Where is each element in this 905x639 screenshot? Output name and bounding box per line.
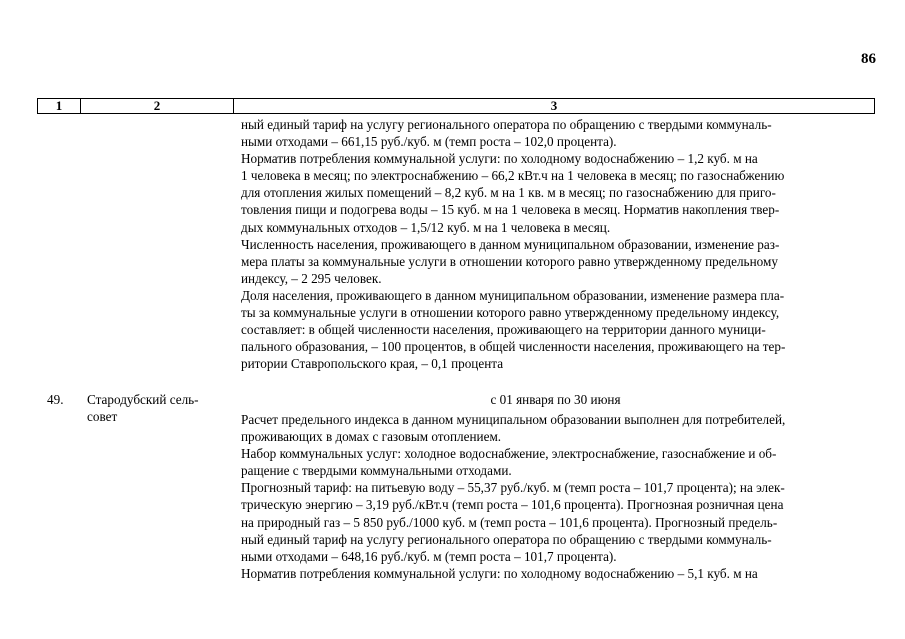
text-line: ный единый тариф на услугу регионального оператора по обращению с твердыми коммуналь- bbox=[241, 117, 772, 132]
text-line: ращение с твердыми коммунальными отходами. bbox=[241, 463, 512, 479]
header-col-1: 1 bbox=[38, 99, 81, 113]
text-line: ный единый тариф на услугу регионального оператора по обращению с твердыми коммуналь- bbox=[241, 531, 772, 547]
text-line: Набор коммунальных услуг: холодное водоснабжение, электроснабжение, газоснабжение и об- bbox=[241, 446, 777, 462]
text-line: 1 человека в месяц; по электроснабжению – 66,2 кВт.ч на 1 человека в месяц; по газоснабжению bbox=[241, 168, 785, 184]
row-49-number: 49. bbox=[47, 392, 64, 407]
text-line: Доля населения, проживающего в данном муниципальном образовании, изменение размера пла- bbox=[241, 287, 785, 303]
text-line: составляет: в общей численности населения, проживающего на территории данного муници- bbox=[241, 322, 766, 338]
text-line: Расчет предельного индекса в данном муниципальном образовании выполнен для потребителей, bbox=[241, 412, 786, 427]
row-49-period: с 01 января по 30 июня bbox=[490, 392, 621, 407]
page-number: 86 bbox=[861, 51, 876, 67]
header-col-3: 3 bbox=[550, 98, 558, 113]
text-line: мера платы за коммунальные услуги в отношении которого равно утвержденному предельному bbox=[241, 253, 778, 269]
text-line: товления пищи и подогрева воды – 15 куб. м на 1 человека в месяц. Норматив накопления твер- bbox=[241, 202, 780, 218]
text-line: Норматив потребления коммунальной услуги: по холодному водоснабжению – 1,2 куб. м на bbox=[241, 151, 758, 167]
text-line: Норматив потребления коммунальной услуги: по холодному водоснабжению – 5,1 куб. м на bbox=[241, 565, 758, 581]
text-line: индексу, – 2 295 человек. bbox=[241, 270, 382, 286]
text-line: ными отходами – 661,15 руб./куб. м (темп роста – 102,0 процента). bbox=[241, 134, 617, 150]
text-line: ритории Ставропольского края, – 0,1 процента bbox=[241, 356, 504, 372]
text-line: ты за коммунальные услуги в отношении которого равно утвержденному предельному индексу, bbox=[241, 305, 780, 321]
municipality-name-line: совет bbox=[87, 409, 118, 424]
row-48-description bbox=[241, 116, 870, 372]
text-line: для отопления жилых помещений – 8,2 куб. м на 1 кв. м в месяц; по газоснабжению для приго- bbox=[241, 185, 776, 201]
text-line: трическую энергию – 3,19 руб./кВт.ч (темп роста – 101,6 процента). Прогнозная розничная цена bbox=[241, 497, 784, 513]
text-line: проживающих в домах с газовым отоплением. bbox=[241, 429, 502, 445]
text-line: на природный газ – 5 850 руб./1000 куб. м (темп роста – 101,6 процента). Прогнозный предель- bbox=[241, 514, 778, 530]
municipality-name-line: Стародубский сель- bbox=[87, 392, 199, 407]
text-line: ными отходами – 648,16 руб./куб. м (темп роста – 101,7 процента). bbox=[241, 548, 617, 564]
row-49-municipality bbox=[87, 391, 237, 425]
header-col-2: 2 bbox=[81, 99, 234, 113]
text-line: Прогнозный тариф: на питьевую воду – 55,37 руб./куб. м (темп роста – 101,7 процента); на элек- bbox=[241, 480, 785, 496]
table-header-row bbox=[37, 98, 875, 114]
text-line: дых коммунальных отходов – 1,5/12 куб. м на 1 человека в месяц. bbox=[241, 219, 611, 235]
text-line: пального образования, – 100 процентов, в общей численности населения, проживающего на тер- bbox=[241, 339, 786, 355]
text-line: Численность населения, проживающего в данном муниципальном образовании, изменение раз- bbox=[241, 236, 780, 252]
row-49-description bbox=[241, 411, 870, 582]
